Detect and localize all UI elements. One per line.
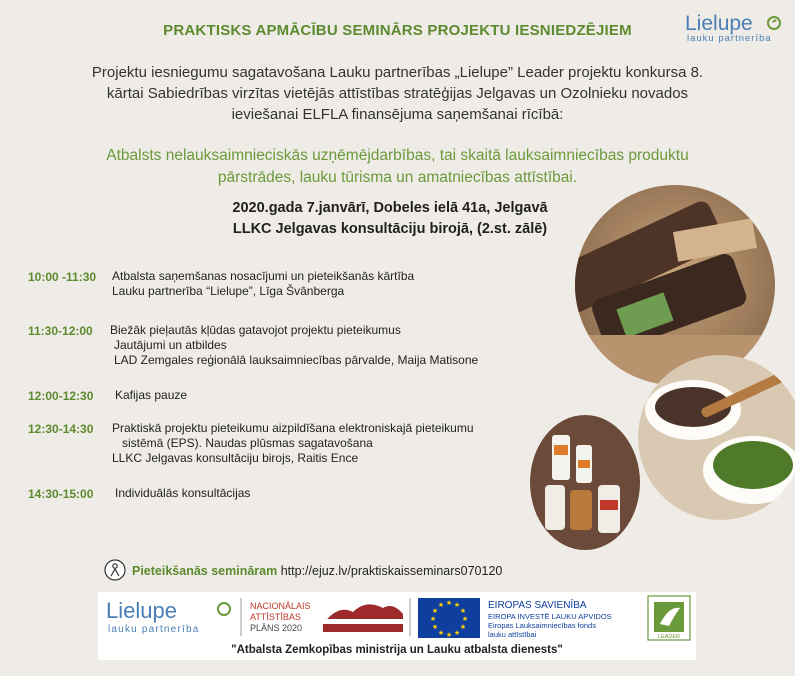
schedule-line: Praktiskā projektu pieteikumu aizpildīšana elektroniskajā pieteikumu [112,421,474,435]
schedule-line: Biežāk pieļautās kļūdas gatavojot projektu pieteikumus [110,323,401,337]
eu-flag-icon [418,598,480,639]
schedule-time: 10:00 -11:30 [28,270,97,284]
nap-logo [250,601,403,633]
svg-text:★: ★ [459,607,467,615]
svg-text:★: ★ [453,601,461,609]
schedule-item [112,269,414,299]
products-photo [530,415,640,550]
schedule-time: 12:30-14:30 [28,422,94,436]
svg-text:★: ★ [437,601,445,609]
intro-text [30,62,765,125]
intro-line: Projektu iesniegumu sagatavošana Lauku partnerības „Lielupe” Leader projektu konkursa 8. [91,64,704,81]
registration-label: Pieteikšanās semināram [132,564,278,578]
food-photo [638,355,795,520]
leader-text: LEADER [657,634,681,640]
nap-line-2: ATTĪSTĪBAS [250,612,301,622]
event-date-place: 2020.gada 7.janvārī, Dobeles ielā 41a, Jelgavā [232,200,548,216]
schedule-time: 14:30-15:00 [28,487,94,501]
schedule-time: 12:00-12:30 [28,389,94,403]
logo-subtitle: lauku partnerība [687,33,772,44]
page-title: PRAKTISKS APMĀCĪBU SEMINĀRS PROJEKTU IESNIEDZĒJIEM [163,22,632,39]
support-text [40,145,755,189]
nap-line-1: NACIONĀLAIS [250,601,311,611]
schedule-line: LLKC Jelgavas konsultāciju birojs, Raitis Ence [112,451,359,465]
banner-lielupe-sub: lauku partnerība [108,624,200,635]
leader-logo [648,596,690,640]
schedule-line: LAD Zemgales reģionālā lauksaimniecības pārvalde, Maija Matisone [114,353,479,367]
banner-lielupe-name: Lielupe [106,598,177,623]
registration-line [132,564,502,578]
support-line: Atbalsts nelauksaimnieciskās uzņēmējdarbības, tai skaitā lauksaimniecības produktu [106,147,689,164]
banner-caption: "Atbalsta Zemkopības ministrija un Lauku atbalsta dienests" [231,644,563,656]
intro-line: kārtai Sabiedrības virzītas vietējās attīstības stratēģijas Jelgavas un Ozolnieku novados [106,85,689,102]
schedule-item [115,486,250,501]
svg-text:★: ★ [431,607,439,615]
support-line: pārstrādes, lauku tūrisma un amatniecības attīstībai. [217,169,578,186]
svg-text:★: ★ [445,599,453,607]
schedule-item [110,323,478,368]
eu-line-1: EIROPA INVESTĒ LAUKU APVIDOS [488,612,612,621]
registration-link[interactable]: http://ejuz.lv/praktiskaisseminars070120 [280,564,503,578]
schedule-line: Atbalsta saņemšanas nosacījumi un pieteikšanās kārtība [112,269,415,283]
schedule-line: Lauku partnerība “Lielupe”, Līga Švānberga [112,284,345,298]
svg-text:★: ★ [429,615,437,623]
nap-line-3: PLĀNS 2020 [250,623,303,633]
logo-name: Lielupe [685,12,753,35]
intro-line: ieviešanai ELFLA finansējuma saņemšanai rīcībā: [231,106,564,123]
event-details [170,198,610,240]
banner-lielupe-logo [106,598,230,635]
registration-icon [104,559,126,581]
schedule-item [112,421,474,466]
svg-text:★: ★ [461,615,469,623]
crafts-photo [575,185,775,385]
eu-title: EIROPAS SAVIENĪBA [488,600,587,611]
schedule-line: Jautājumi un atbildes [114,338,227,352]
svg-text:★: ★ [437,629,445,637]
eu-line-3: lauku attīstībai [488,630,537,639]
svg-text:★: ★ [445,631,453,639]
schedule-line: Kafijas pauze [115,388,188,402]
lielupe-logo [683,8,783,44]
svg-text:★: ★ [453,629,461,637]
schedule-item [115,388,187,403]
schedule-time: 11:30-12:00 [28,324,93,338]
event-venue: LLKC Jelgavas konsultāciju birojā, (2.st. zālē) [232,221,548,237]
eu-line-2: Eiropas Lauksaimniecības fonds [488,621,596,630]
schedule-line: sistēmā (EPS). Naudas plūsmas sagatavošana [122,436,373,450]
schedule-line: Individuālās konsultācijas [115,486,251,500]
svg-text:★: ★ [431,623,439,631]
svg-text:★: ★ [459,623,467,631]
